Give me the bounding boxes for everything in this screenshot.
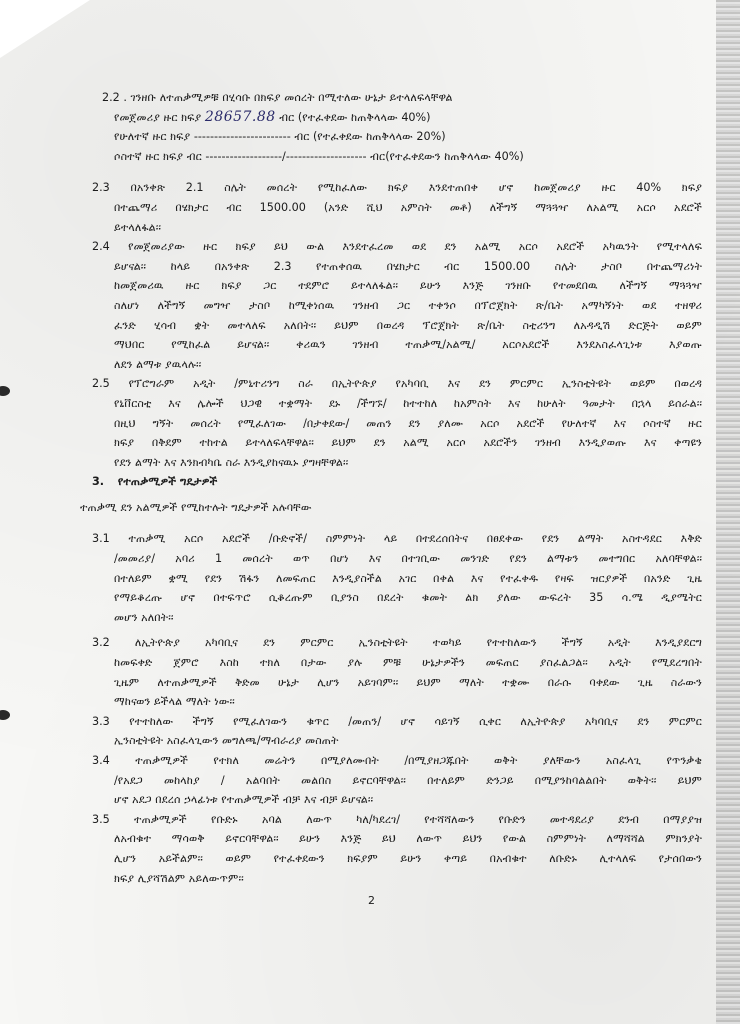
- second-payment-row: [92, 127, 702, 147]
- clause-2-4-line: 2.4 የመጀመሪያው ዙር ክፍያ ይህ ውል እንደተፈረመ ወደ ደን አልሚ አርሶ አደሮች አካዉንት የሚተላለፍ: [92, 240, 702, 254]
- clause-3-5-line: ሊሆን አይችልም፡፡ ወይም የተፈቀደውን ክፍያም ይሁን ቀጣይ በአብቁተ ለቡድኑ ሊተላለፍ የታሰበውን: [114, 851, 702, 865]
- document-body: [80, 88, 702, 888]
- clause-3-2: [92, 633, 702, 711]
- clause-2-4-line: ፈንድ ሂሳብ ቋት መተላለፍ አለበት፡፡ ይህም በወረዳ ፕሮጀክት ጽ/ቤት ስቲሪንግ ለአዳዲሽ ድርጅት ወይም: [114, 318, 702, 332]
- clause-2-3: [92, 178, 702, 237]
- clause-3-5: [92, 810, 702, 888]
- second-payment-label: የሁለተኛ ዙር ክፍያ: [114, 130, 191, 144]
- clause-3-2-line: ጊዜም ለተጠቃሚዎች ቅድመ ሁኔታ ሊሆን አይገባም፡፡ ይህም ማለት ተቋሙ በራሱ ባቀደው ጊዜ ስራውን: [114, 675, 702, 689]
- clause-3-4-line: /የአደጋ መከላከያ / አልባበት መልበስ ይኖርባቸዋል፡፡ በተለይም ድንጋይ በሚያንከባልልበት ወቅት፡፡ ይህም: [114, 773, 702, 787]
- third-payment-blank: -------------------/--------------------: [205, 149, 371, 163]
- clause-3-4-line: 3.4 ተጠቃሚዎች የተክለ መሬትን በሚያለሙበት /በሚያዘጋጁበት ወቅት ያለቸውን አስፈላጊ የጥንቃቄ: [92, 754, 702, 767]
- clause-3-2-line: ከመፍቀድ ጀምሮ እስከ ተክለ በታው ያሉ ምቹ ሁኔታዎችን መፍጠር ያስፈልጋል፡፡ አዲት የሚደረግበት: [114, 656, 702, 670]
- clause-3-1-line: 3.1 ተጠቃሚ አርሶ አደሮች /ቡድኖች/ ስምምነት ላይ በተደረሰበትና በፀደቀው የደን ልማት አስተዳደር እቅድ: [92, 532, 702, 546]
- section-3-title: የተጠቃሚዎች ግዴታዎች: [117, 475, 218, 489]
- section-3-heading: [92, 472, 702, 492]
- clause-2-4-line: ለደን ልማቱ ያዉላሉ፡፡: [114, 357, 202, 371]
- clause-2-5-line: 2.5 የፕሮግራም አዲት /ምኒተሪንግ ስራ በኢትዮጵያ የአካባቢ እና ደን ምርምር ኢንስቲትዩት ወይም በወረዳ: [92, 377, 702, 391]
- clause-3-5-line: ለአብቁተ ማሳወቅ ይኖርባቸዋል፡፡ ይሁን እንጅ ይህ ለውጥ ይህን የውል ስምምነት ለማሻሻል ምክንያት: [114, 832, 702, 846]
- clause-3-1: [92, 529, 702, 627]
- clause-2-5-line: የደን ልማት እና እንክብካቤ ስራ እንዲያከናዉኑ ያግዛቸዋል፡፡: [114, 455, 349, 469]
- section-3-number: 3.: [92, 475, 105, 489]
- clause-3-1-line: በተለይም ቋሚ የደን ሽፋን ለመፍጠር እንዲያስችል አገር በቀል እና የተፈቀዱ የዛፍ ዝርያዎች በአንድ ጊዜ: [114, 571, 702, 585]
- clause-2-4-line: ስለሆነ ለችግኝ መግዣ ታስቦ ከሚቀነሰዉ ገንዘብ ጋር ተቀንሶ በፕሮጀክት ጽ/ቤት አማካኝነት ወደ ተዘዋሪ: [114, 298, 702, 312]
- first-payment-label: የመጀመሪያ ዙር ክፍያ: [114, 110, 202, 124]
- clause-2-3-line: በተጨማሪ በሄክታር ብር 1500.00 (አንድ ሺህ አምስት መቶ) ለችግኝ ማጓጓዣ ለአልሚ አርሶ አደሮች: [114, 200, 702, 214]
- clause-3-3-line: ኢንስቲትዩት አስፈላጊውን መግለጫ/ማብራሪያ መስጠት: [114, 734, 339, 748]
- clause-2-4: [92, 237, 702, 374]
- third-payment-suffix: ብር(የተፈቀደውን ከጠቅላላው 40%): [370, 149, 524, 163]
- clause-3-4: [92, 751, 702, 810]
- binder-hole-top: [0, 386, 10, 396]
- clause-3-5-line: ክፍያ ሊያሻሽልም አይለውጥም፡፡: [114, 871, 244, 885]
- clause-2-5-line: የኒቨርስቲ እና ሌሎች ህጋዊ ተቋማት ደኑ /ችግኙ/ ከተተከለ ከአምስት እና ከሁለት ዓመታት በኋላ ይሰራል፡፡: [114, 396, 702, 410]
- first-payment-amount: 28657.88: [204, 108, 276, 125]
- third-payment-row: [92, 147, 702, 167]
- first-payment-row: [92, 108, 702, 128]
- binder-hole-bottom: [0, 710, 10, 720]
- clause-2-5-line: በዚህ ግኝት መሰረት የሚፈለገው /በታቀደው/ መጠን ደን ያለሙ አርሶ አደሮች የሁለተኛ እና ሶስተኛ ዙር: [114, 416, 702, 430]
- clause-2-2: [92, 88, 702, 166]
- clause-2-3-line: 2.3 በአንቀጽ 2.1 ስሌት መሰረት የሚከፈለው ክፍያ እንደተጠበቀ ሆኖ ከመጀመሪያ ዙር 40% ክፍያ: [92, 181, 702, 195]
- clause-3-1-line: የማይቆረጡ ሆኖ በተፍጥሮ ሲቆረጡም ቢያንስ በደረት ቁመት ልክ ያለው ውፍረት 35 ሳ.ሜ ዲያሜትር: [114, 591, 702, 605]
- third-payment-label: ሶስተኛ ዙር ክፍያ ብር: [114, 149, 202, 163]
- clause-2-4-line: ከመጀመሪዉ ዙር ክፍያ ጋር ተደምሮ ይተላለፋል፡፡ ይሁን እንጅ ገንዘቡ የተመደበዉ ለችግኝ ማጓጓዣ: [114, 279, 702, 293]
- clause-3-1-line: /መመሪያ/ አባሪ 1 መሰረት ወጥ በሆነ እና በተገቢው መንገድ የደን ልማቱን መተግበር አለባቸዋል፡፡: [114, 552, 702, 566]
- section-3-subtitle: ተጠቃሚ ደን አልሚዎች የሚከተሉት ግዴታዎች አሉባቸው: [80, 500, 312, 514]
- page-number: 2: [368, 894, 375, 907]
- clause-3-2-line: 3.2 ለኢትዮጵያ አካባቢና ደን ምርምር ኢንስቲትዩት ተወካይ የተተከለውን ችግኝ አዲት እንዲያደርግ: [92, 636, 702, 650]
- clause-3-4-line: ሆኖ አደጋ በደረሰ ኃላፊነቱ የተጠቃሚዎች ብቻ እና ብቻ ይሆናል፡፡: [114, 793, 374, 807]
- clause-3-2-line: ማከናወን ይችላል ማለት ነው፡፡: [114, 695, 235, 709]
- clause-2-4-line: ይሆናል፡፡ ከላይ በአንቀጽ 2.3 የተጠቀሰዉ በሄክታር ብር 1500.00 ስሌት ታስቦ በተጨማሪነት: [114, 259, 702, 273]
- clause-3-3-line: 3.3 የተተከለው ችግኝ የሚፈለገውን ቁጥር /መጠን/ ሆኖ ሳይገኝ ሲቀር ለኢትዮጵያ አካባቢና ደን ምርምር: [92, 714, 702, 728]
- clause-3-3: [92, 712, 702, 751]
- clause-2-4-line: ማህበር የሚከፈል ይሆናል፡፡ ቀሪዉን ገንዘብ ተጠቃሚ/አልሚ/ አርሶአደሮች እንደአስፈላጊነቱ እያወጡ: [114, 338, 702, 352]
- scan-edge-noise: [716, 0, 740, 1024]
- clause-2-3-line: ይተላለፋል፡፡: [114, 220, 161, 234]
- first-payment-suffix: ብር (የተፈቀደው ከጠቅላላው 40%): [279, 110, 431, 124]
- clause-2-5: [92, 374, 702, 472]
- clause-3-1-line: መሆን አለበት፡፡: [114, 610, 174, 624]
- clause-3-5-line: 3.5 ተጠቃሚዎች የቡድኑ አባል ለውጥ ካለ/ካደረገ/ የተሻሻለውን የቡድን መተዳደሪያ ደንብ በማያያዝ: [92, 812, 702, 826]
- clause-2-2-intro: 2.2 . ገንዘቡ ለተጠቃሚዎቹ በሂሳቡ በክፍያ መሰረት በሚተለው ሁኔታ ይተላለፍላቸዋል: [102, 91, 453, 104]
- folded-corner: [0, 0, 90, 58]
- second-payment-blank: ------------------------: [193, 130, 295, 144]
- second-payment-suffix: ብር (የተፈቀደው ከጠቅላላው 20%): [294, 130, 446, 144]
- clause-2-5-line: ክፍያ በቅደም ተከተል ይተላለፍላቸዋል፡፡ ይህም ደን አልሚ አርሶ አደሮችን ገንዘብ እንዲያወጡ እና ቀጣዩን: [114, 436, 702, 450]
